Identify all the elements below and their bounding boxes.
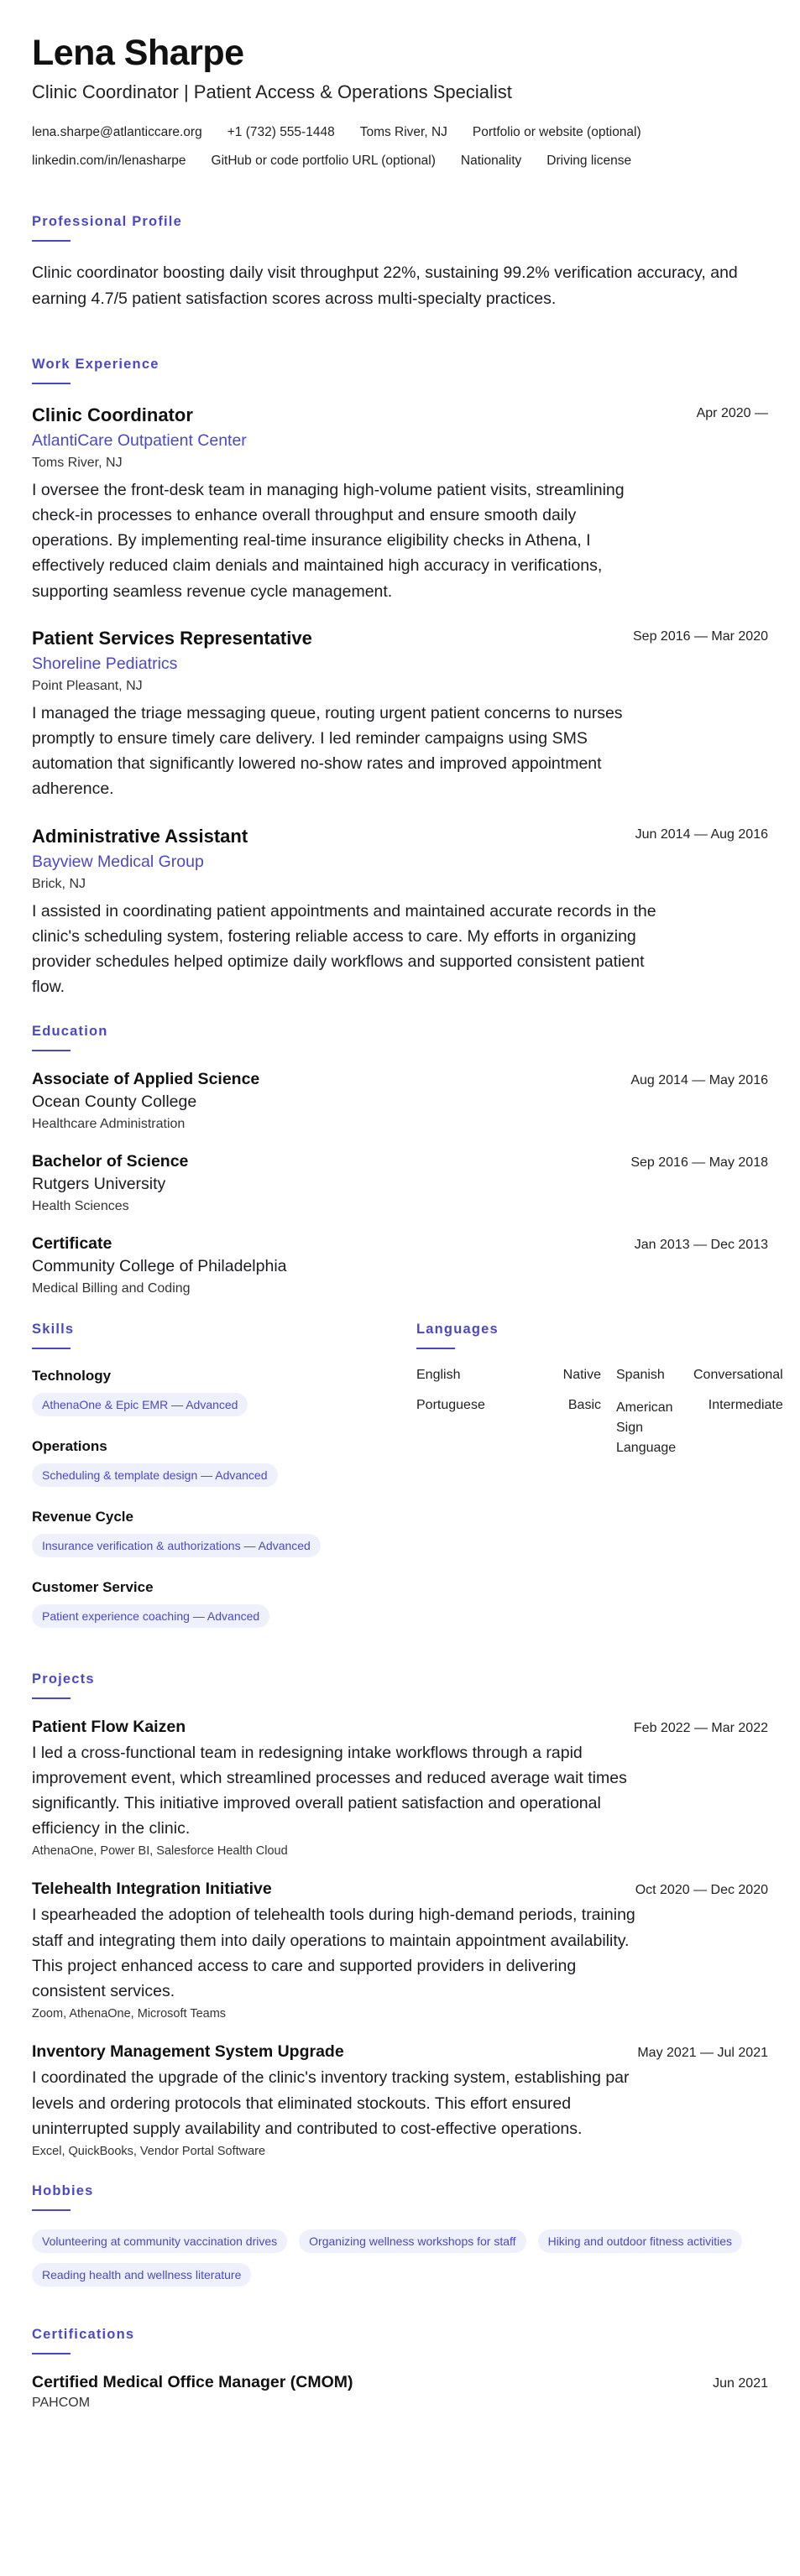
email-link[interactable]: lena.sharpe@atlanticcare.org [32,125,202,140]
section-title: Hobbies [32,2182,94,2198]
section-title: Certifications [32,2326,135,2342]
job-entry [32,626,768,802]
certification-entry [32,2373,768,2411]
education-school: Ocean County College [32,1092,197,1111]
education-entry [32,1070,768,1132]
hobby-chip: Volunteering at community vaccination drives [32,2229,287,2253]
project-description: I spearheaded the adoption of telehealth tools during high-demand periods, training staff and integrating them into daily operations to maintain appointment availability. This project enhanced access to care and supported providers in delivering consistent services. [32,1906,635,2001]
profile-section [32,214,768,310]
job-location: Toms River, NJ [32,455,123,470]
certification-issuer: PAHCOM [32,2395,91,2410]
language-name: Portuguese [416,1397,485,1412]
project-tools: Zoom, AthenaOne, Microsoft Teams [32,2007,227,2021]
education-field: Health Sciences [32,1198,129,1213]
candidate-name: Lena Sharpe [32,33,244,73]
section-divider [32,1348,71,1349]
certification-title: Certified Medical Office Manager (CMOM) [32,2372,353,2391]
job-company: AtlantiCare Outpatient Center [32,430,247,450]
section-title: Professional Profile [32,214,182,230]
job-company: Shoreline Pediatrics [32,654,178,673]
github-link[interactable]: GitHub or code portfolio URL (optional) [211,154,436,169]
headline: Clinic Coordinator | Patient Access & Operations Specialist [32,81,512,103]
certifications-section [32,2327,768,2411]
section-title: Languages [416,1321,499,1337]
education-section [32,1024,768,1296]
education-entry [32,1152,768,1214]
project-title: Inventory Management System Upgrade [32,2042,344,2062]
project-dates: Oct 2020 — Dec 2020 [635,1883,768,1898]
certification-date: Jun 2021 [713,2375,768,2391]
skill-chip: AthenaOne & Epic EMR — Advanced [32,1393,248,1416]
language-name: American Sign Language [616,1400,677,1455]
project-title: Telehealth Integration Initiative [32,1880,272,1899]
nationality: Nationality [460,154,522,169]
job-title: Administrative Assistant [32,825,248,847]
skill-category: Technology [32,1367,112,1384]
projects-section [32,1671,768,2158]
language-level: Intermediate [708,1397,783,1412]
project-dates: Feb 2022 — Mar 2022 [633,1720,768,1735]
location: Toms River, NJ [359,125,447,140]
language-level: Conversational [693,1367,783,1382]
education-field: Healthcare Administration [32,1116,186,1131]
portfolio-link[interactable]: Portfolio or website (optional) [472,125,641,140]
languages-section [416,1321,783,1646]
language-level: Native [562,1367,601,1382]
section-title: Work Experience [32,356,159,372]
hobby-chips [32,2229,768,2287]
skill-category: Revenue Cycle [32,1508,133,1525]
project-tools: Excel, QuickBooks, Vendor Portal Software [32,2144,266,2158]
section-title: Education [32,1023,108,1039]
experience-section [32,357,768,1000]
job-description: I managed the triage messaging queue, routing urgent patient concerns to nurses promptly to ensure timely care delivery. I led reminder campaigns using SMS automation that significantly lowered no-show rates and improved appointment adherence. [32,703,623,799]
job-dates: Apr 2020 — [696,405,768,420]
language-name: Spanish [616,1367,665,1382]
skill-chip: Scheduling & template design — Advanced [32,1463,278,1487]
project-title: Patient Flow Kaizen [32,1717,186,1736]
job-description: I assisted in coordinating patient appointments and maintained accurate records in the clinic's scheduling system, fostering reliable access to care. My efforts in organizing provider schedules helped optimize daily workflows and supported consistent patient flow. [32,901,656,997]
driving-license: Driving license [546,154,632,169]
hobby-chip: Hiking and outdoor fitness activities [538,2229,742,2253]
language-level: Basic [567,1397,601,1412]
section-title: Projects [32,1671,95,1687]
skill-chip: Insurance verification & authorizations — Advanced [32,1534,321,1557]
project-entry [32,2042,768,2158]
education-dates: Aug 2014 — May 2016 [630,1072,768,1087]
job-dates: Sep 2016 — Mar 2020 [633,628,768,644]
section-divider [32,383,71,384]
hobby-chip: Reading health and wellness literature [32,2263,251,2287]
contact-info [32,125,768,169]
project-description: I coordinated the upgrade of the clinic's inventory tracking system, establishing par levels and ordering protocols that eliminated stockouts. This effort ensured uninterrupted supply availability and contributed to cost-effective operations. [32,2068,630,2138]
skills-languages-row [32,1321,783,1646]
language-name: English [416,1367,461,1382]
project-description: I led a cross-functional team in redesigning intake workflows through a rapid improvement event, which streamlined processes and reduced average wait times significantly. This initiative improved overall patient satisfaction and operational efficiency in the clinic. [32,1743,627,1838]
education-entry [32,1234,768,1296]
education-degree: Bachelor of Science [32,1151,189,1171]
linkedin-link[interactable]: linkedin.com/in/lenasharpe [32,154,186,169]
section-divider [32,240,71,242]
profile-summary: Clinic coordinator boosting daily visit throughput 22%, sustaining 99.2% verification accuracy, and earning 4.7/5 patient satisfaction scores across multi-specialty practices. [32,263,738,308]
project-entry [32,1718,768,1859]
job-title: Patient Services Representative [32,627,312,649]
education-dates: Jan 2013 — Dec 2013 [634,1237,768,1252]
education-field: Medical Billing and Coding [32,1280,191,1296]
job-dates: Jun 2014 — Aug 2016 [635,827,768,842]
job-company: Bayview Medical Group [32,852,204,871]
job-entry [32,403,768,604]
skill-category: Customer Service [32,1578,154,1595]
education-school: Rutgers University [32,1174,166,1193]
job-description: I oversee the front-desk team in managing high-volume patient visits, streamlining check-in processes to enhance overall throughput and ensure smooth daily operations. By implementing real-time insurance eligibility checks in Athena, I effectively reduced claim denials and maintained high accuracy in verifications, supporting seamless revenue cycle management. [32,480,625,601]
phone-number[interactable]: +1 (732) 555-1448 [227,125,335,140]
section-divider [32,1050,71,1051]
job-location: Brick, NJ [32,876,86,891]
section-divider [32,2353,71,2354]
education-degree: Certificate [32,1233,112,1253]
section-divider [416,1348,455,1349]
section-divider [32,2209,71,2211]
skill-chip: Patient experience coaching — Advanced [32,1604,269,1628]
education-degree: Associate of Applied Science [32,1069,260,1088]
hobbies-section [32,2183,768,2287]
section-title: Skills [32,1321,75,1337]
job-location: Point Pleasant, NJ [32,678,143,693]
job-title: Clinic Coordinator [32,404,193,425]
project-entry [32,1880,768,2021]
languages-grid [416,1367,783,1458]
skill-category: Operations [32,1437,107,1454]
skills-section [32,1322,416,1646]
education-dates: Sep 2016 — May 2018 [630,1155,768,1170]
project-dates: May 2021 — Jul 2021 [637,2046,768,2061]
section-divider [32,1697,71,1699]
job-entry [32,824,768,1000]
project-tools: AthenaOne, Power BI, Salesforce Health Cloud [32,1844,288,1859]
education-school: Community College of Philadelphia [32,1256,287,1275]
hobby-chip: Organizing wellness workshops for staff [299,2229,525,2253]
